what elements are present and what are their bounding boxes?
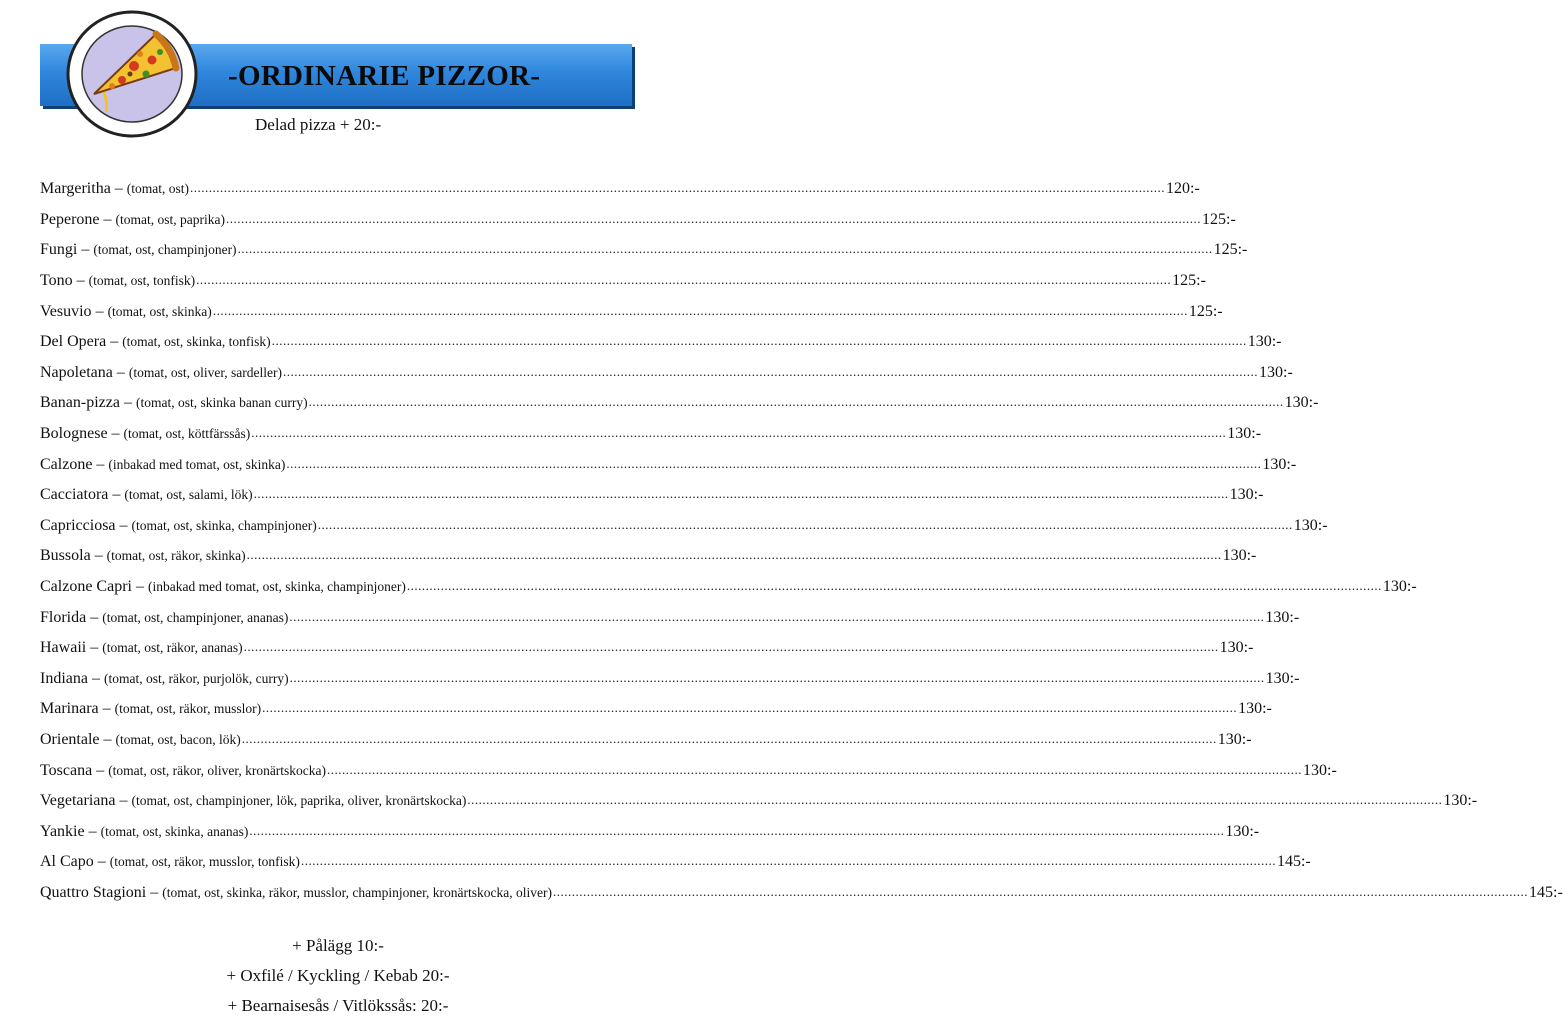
pizza-name: Vegetariana (40, 792, 116, 810)
dash-separator: – (112, 363, 129, 381)
pizza-price: 130:- (1382, 578, 1417, 596)
pizza-ingredients: (tomat, ost, räkor, purjolök, curry) (103, 670, 289, 686)
pizza-name: Indiana (40, 669, 88, 687)
dot-leader: .................................................................................................................................................................................................................................................................... (553, 883, 1529, 899)
pizza-ingredients: (tomat, ost, skinka, tonfisk) (122, 334, 271, 350)
dash-separator: – (87, 669, 104, 687)
pizza-price: 130:- (1227, 425, 1262, 443)
menu-item (40, 266, 1206, 297)
menu-item (40, 633, 1254, 664)
pizza-ingredients: (inbakad med tomat, ost, skinka, champinjoner) (147, 579, 406, 595)
pizza-price: 130:- (1262, 455, 1297, 473)
pizza-ingredients: (tomat, ost, champinjoner, ananas) (102, 609, 289, 625)
pizza-price: 130:- (1293, 516, 1328, 534)
pizza-name: Quattro Stagioni (40, 883, 147, 901)
pizza-ingredients: (tomat, ost, skinka, räkor, musslor, champinjoner, kronärtskocka, oliver) (162, 884, 553, 900)
dot-leader: .................................................................................................................................................................................................................................................................... (283, 363, 1259, 379)
pizza-price: 120:- (1166, 180, 1200, 198)
dash-separator: – (119, 394, 136, 412)
pizza-price: 130:- (1259, 363, 1293, 381)
menu-item (40, 174, 1200, 205)
pizza-name: Margeritha (40, 180, 111, 198)
dot-leader: .................................................................................................................................................................................................................................................................... (226, 210, 1202, 226)
pizza-name: Napoletana (40, 363, 113, 381)
dash-separator: – (106, 333, 123, 351)
pizza-price: 130:- (1222, 547, 1257, 565)
extra-topping-line: + Pålägg 10:- (292, 936, 384, 955)
pizza-ingredients: (tomat, ost, räkor, skinka) (106, 548, 246, 564)
pizza-ingredients: (tomat, ost, räkor, musslor) (114, 701, 262, 717)
pizza-name: Hawaii (40, 639, 87, 657)
dash-separator: – (131, 578, 148, 596)
dash-separator: – (84, 822, 101, 840)
pizza-price: 130:- (1217, 730, 1252, 748)
menu-item (40, 572, 1417, 603)
dot-leader: .................................................................................................................................................................................................................................................................... (289, 669, 1265, 685)
pizza-price: 125:- (1172, 272, 1206, 290)
dot-leader: .................................................................................................................................................................................................................................................................... (237, 241, 1213, 257)
dot-leader: .................................................................................................................................................................................................................................................................... (243, 639, 1219, 655)
pizza-ingredients: (tomat, ost) (126, 181, 190, 197)
pizza-name: Cacciatora (40, 486, 109, 504)
dash-separator: – (110, 180, 127, 198)
dot-leader: .................................................................................................................................................................................................................................................................... (308, 394, 1284, 410)
pizza-name: Bussola (40, 547, 91, 565)
dash-separator: – (91, 302, 108, 320)
dash-separator: – (77, 241, 94, 259)
pizza-price: 125:- (1202, 210, 1236, 228)
menu-item (40, 664, 1300, 695)
pizza-price: 130:- (1265, 608, 1300, 626)
dot-leader: .................................................................................................................................................................................................................................................................... (251, 425, 1227, 441)
pizza-price: 130:- (1303, 761, 1337, 779)
dot-leader: .................................................................................................................................................................................................................................................................... (241, 730, 1217, 746)
pizza-price: 130:- (1238, 700, 1272, 718)
pizza-name: Calzone (40, 455, 93, 473)
dot-leader: .................................................................................................................................................................................................................................................................... (262, 700, 1238, 716)
dot-leader: .................................................................................................................................................................................................................................................................... (271, 333, 1247, 349)
pizza-name: Vesuvio (40, 302, 92, 320)
pizza-price: 145:- (1276, 853, 1311, 871)
menu-item (40, 878, 1563, 909)
dot-leader: .................................................................................................................................................................................................................................................................... (246, 547, 1222, 563)
pizza-ingredients: (tomat, ost, räkor, musslor, tonfisk) (109, 854, 300, 870)
pizza-name: Toscana (40, 761, 93, 779)
dot-leader: .................................................................................................................................................................................................................................................................... (190, 180, 1166, 196)
menu-item (40, 847, 1311, 878)
pizza-slice-plate-icon (64, 8, 200, 140)
dot-leader: .................................................................................................................................................................................................................................................................... (300, 853, 1276, 869)
pizza-name: Calzone Capri (40, 578, 132, 596)
pizza-ingredients: (tomat, ost, champinjoner) (93, 242, 237, 258)
dash-separator: – (72, 272, 89, 290)
dot-leader: .................................................................................................................................................................................................................................................................... (249, 822, 1225, 838)
menu-item (40, 786, 1478, 817)
pizza-price: 130:- (1225, 822, 1260, 840)
menu-item (40, 602, 1300, 633)
pizza-ingredients: (tomat, ost, skinka, ananas) (100, 823, 249, 839)
pizza-name: Fungi (40, 241, 78, 259)
dash-separator: – (93, 853, 110, 871)
pizza-price: 130:- (1229, 486, 1264, 504)
menu-item (40, 235, 1248, 266)
dot-leader: .................................................................................................................................................................................................................................................................... (317, 516, 1293, 532)
pizza-price: 125:- (1188, 302, 1223, 320)
dash-separator: – (92, 455, 109, 473)
pizza-name: Peperone (40, 210, 100, 228)
menu-item (40, 694, 1272, 725)
dot-leader: .................................................................................................................................................................................................................................................................... (212, 302, 1188, 318)
dot-leader: .................................................................................................................................................................................................................................................................... (327, 761, 1303, 777)
pizza-menu-list (40, 174, 1563, 908)
pizza-price: 125:- (1213, 241, 1248, 259)
dash-separator: – (86, 639, 103, 657)
pizza-ingredients: (tomat, ost, skinka banan curry) (135, 395, 308, 411)
dash-separator: – (146, 883, 163, 901)
pizza-name: Al Capo (40, 853, 94, 871)
pizza-ingredients: (tomat, ost, champinjoner, lök, paprika, oliver, kronärtskocka) (131, 793, 467, 809)
dash-separator: – (115, 792, 132, 810)
dot-leader: .................................................................................................................................................................................................................................................................... (289, 608, 1265, 624)
pizza-name: Marinara (40, 700, 99, 718)
menu-item (40, 816, 1260, 847)
menu-item (40, 511, 1328, 542)
menu-item (40, 755, 1337, 786)
pizza-ingredients: (tomat, ost, skinka) (107, 303, 212, 319)
dash-separator: – (99, 730, 116, 748)
dot-leader: .................................................................................................................................................................................................................................................................... (253, 486, 1229, 502)
menu-item (40, 419, 1262, 450)
menu-item (40, 296, 1223, 327)
extra-sauce-line: + Bearnaisesås / Vitlökssås: 20:- (227, 996, 449, 1015)
pizza-ingredients: (tomat, ost, tonfisk) (88, 273, 196, 289)
dash-separator: – (99, 210, 116, 228)
dash-separator: – (115, 516, 132, 534)
dash-separator: – (108, 486, 125, 504)
dot-leader: .................................................................................................................................................................................................................................................................... (286, 455, 1262, 471)
dot-leader: .................................................................................................................................................................................................................................................................... (406, 578, 1382, 594)
pizza-name: Del Opera (40, 333, 107, 351)
pizza-ingredients: (inbakad med tomat, ost, skinka) (108, 456, 286, 472)
pizza-price: 130:- (1247, 333, 1282, 351)
menu-item (40, 480, 1264, 511)
dot-leader: .................................................................................................................................................................................................................................................................... (467, 792, 1443, 808)
menu-item (40, 327, 1282, 358)
dash-separator: – (86, 608, 103, 626)
pizza-price: 145:- (1529, 883, 1563, 901)
pizza-name: Bolognese (40, 425, 108, 443)
pizza-name: Yankie (40, 822, 85, 840)
pizza-price: 130:- (1284, 394, 1319, 412)
pizza-ingredients: (tomat, ost, paprika) (115, 211, 226, 227)
pizza-ingredients: (tomat, ost, räkor, oliver, kronärtskocka) (108, 762, 327, 778)
menu-item (40, 449, 1297, 480)
pizza-name: Banan-pizza (40, 394, 120, 412)
menu-item (40, 388, 1319, 419)
dash-separator: – (92, 761, 109, 779)
pizza-ingredients: (tomat, ost, salami, lök) (124, 487, 253, 503)
menu-item (40, 205, 1236, 236)
pizza-ingredients: (tomat, ost, bacon, lök) (115, 731, 241, 747)
shared-pizza-note: Delad pizza + 20:- (255, 115, 382, 134)
dash-separator: – (90, 547, 107, 565)
menu-item (40, 725, 1252, 756)
dot-leader: .................................................................................................................................................................................................................................................................... (196, 272, 1172, 288)
pizza-name: Florida (40, 608, 87, 626)
menu-item (40, 541, 1257, 572)
menu-item (40, 358, 1293, 389)
pizza-ingredients: (tomat, ost, oliver, sardeller) (128, 364, 283, 380)
pizza-name: Orientale (40, 730, 100, 748)
pizza-ingredients: (tomat, ost, skinka, champinjoner) (131, 517, 317, 533)
pizza-price: 130:- (1219, 639, 1254, 657)
pizza-ingredients: (tomat, ost, räkor, ananas) (102, 640, 243, 656)
pizza-name: Tono (40, 272, 73, 290)
pizza-price: 130:- (1265, 669, 1300, 687)
pizza-price: 130:- (1443, 792, 1478, 810)
page-title: -ORDINARIE PIZZOR- (228, 60, 541, 92)
dash-separator: – (98, 700, 115, 718)
extra-meat-line: + Oxfilé / Kyckling / Kebab 20:- (226, 966, 450, 985)
pizza-name: Capricciosa (40, 516, 116, 534)
dash-separator: – (107, 425, 124, 443)
pizza-ingredients: (tomat, ost, köttfärssås) (123, 426, 251, 442)
